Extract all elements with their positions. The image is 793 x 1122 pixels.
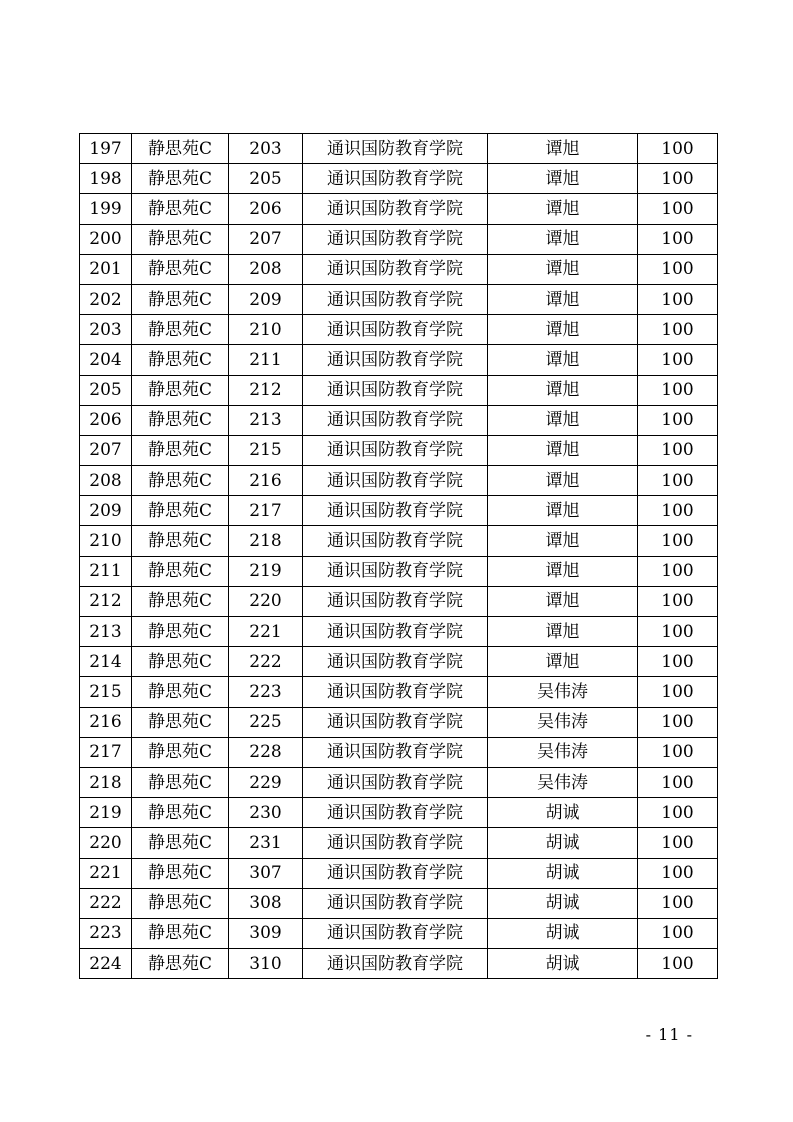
cell-responsible-person: 谭旭	[488, 224, 638, 254]
cell-college: 通识国防教育学院	[303, 828, 488, 858]
cell-responsible-person: 谭旭	[488, 164, 638, 194]
cell-college: 通识国防教育学院	[303, 918, 488, 948]
cell-responsible-person: 谭旭	[488, 375, 638, 405]
cell-room-number: 205	[229, 164, 303, 194]
cell-room-number: 225	[229, 707, 303, 737]
cell-score: 100	[638, 677, 718, 707]
cell-college: 通识国防教育学院	[303, 254, 488, 284]
cell-room-number: 308	[229, 888, 303, 918]
cell-score: 100	[638, 556, 718, 586]
cell-room-number: 207	[229, 224, 303, 254]
cell-college: 通识国防教育学院	[303, 345, 488, 375]
cell-building: 静思苑C	[132, 345, 229, 375]
cell-score: 100	[638, 194, 718, 224]
cell-serial-number: 221	[80, 858, 132, 888]
cell-college: 通识国防教育学院	[303, 164, 488, 194]
cell-score: 100	[638, 466, 718, 496]
cell-serial-number: 215	[80, 677, 132, 707]
cell-room-number: 217	[229, 496, 303, 526]
cell-serial-number: 211	[80, 556, 132, 586]
cell-serial-number: 198	[80, 164, 132, 194]
cell-serial-number: 202	[80, 284, 132, 314]
cell-responsible-person: 谭旭	[488, 647, 638, 677]
cell-serial-number: 220	[80, 828, 132, 858]
table-row	[80, 918, 718, 948]
cell-serial-number: 212	[80, 586, 132, 616]
cell-score: 100	[638, 647, 718, 677]
cell-score: 100	[638, 828, 718, 858]
table-row	[80, 888, 718, 918]
cell-college: 通识国防教育学院	[303, 405, 488, 435]
table-row	[80, 134, 718, 164]
cell-serial-number: 210	[80, 526, 132, 556]
cell-score: 100	[638, 496, 718, 526]
cell-building: 静思苑C	[132, 767, 229, 797]
cell-serial-number: 222	[80, 888, 132, 918]
cell-responsible-person: 谭旭	[488, 586, 638, 616]
table-row	[80, 647, 718, 677]
dormitory-score-table	[79, 133, 718, 979]
cell-responsible-person: 谭旭	[488, 556, 638, 586]
table-row	[80, 345, 718, 375]
cell-college: 通识国防教育学院	[303, 466, 488, 496]
cell-score: 100	[638, 315, 718, 345]
cell-building: 静思苑C	[132, 949, 229, 979]
cell-building: 静思苑C	[132, 828, 229, 858]
cell-score: 100	[638, 586, 718, 616]
cell-serial-number: 205	[80, 375, 132, 405]
cell-serial-number: 209	[80, 496, 132, 526]
cell-serial-number: 214	[80, 647, 132, 677]
table-row	[80, 284, 718, 314]
cell-responsible-person: 胡诚	[488, 949, 638, 979]
cell-score: 100	[638, 737, 718, 767]
cell-responsible-person: 谭旭	[488, 435, 638, 465]
table-row	[80, 586, 718, 616]
cell-responsible-person: 谭旭	[488, 194, 638, 224]
cell-room-number: 231	[229, 828, 303, 858]
table-row	[80, 435, 718, 465]
cell-serial-number: 218	[80, 767, 132, 797]
table-row	[80, 164, 718, 194]
cell-score: 100	[638, 345, 718, 375]
cell-college: 通识国防教育学院	[303, 375, 488, 405]
cell-score: 100	[638, 405, 718, 435]
cell-score: 100	[638, 284, 718, 314]
cell-score: 100	[638, 918, 718, 948]
cell-room-number: 309	[229, 918, 303, 948]
cell-responsible-person: 胡诚	[488, 888, 638, 918]
cell-score: 100	[638, 858, 718, 888]
cell-college: 通识国防教育学院	[303, 737, 488, 767]
cell-college: 通识国防教育学院	[303, 134, 488, 164]
cell-score: 100	[638, 767, 718, 797]
cell-building: 静思苑C	[132, 496, 229, 526]
table-row	[80, 405, 718, 435]
cell-college: 通识国防教育学院	[303, 647, 488, 677]
cell-building: 静思苑C	[132, 435, 229, 465]
cell-building: 静思苑C	[132, 737, 229, 767]
cell-room-number: 223	[229, 677, 303, 707]
cell-responsible-person: 胡诚	[488, 828, 638, 858]
table-row	[80, 858, 718, 888]
cell-building: 静思苑C	[132, 405, 229, 435]
cell-room-number: 221	[229, 617, 303, 647]
cell-score: 100	[638, 526, 718, 556]
cell-college: 通识国防教育学院	[303, 949, 488, 979]
cell-responsible-person: 谭旭	[488, 134, 638, 164]
cell-building: 静思苑C	[132, 224, 229, 254]
cell-score: 100	[638, 134, 718, 164]
table-row	[80, 526, 718, 556]
table-row	[80, 224, 718, 254]
cell-room-number: 216	[229, 466, 303, 496]
cell-building: 静思苑C	[132, 194, 229, 224]
table-body	[80, 134, 718, 979]
cell-room-number: 220	[229, 586, 303, 616]
table-row	[80, 767, 718, 797]
cell-room-number: 230	[229, 798, 303, 828]
cell-college: 通识国防教育学院	[303, 798, 488, 828]
cell-score: 100	[638, 798, 718, 828]
cell-room-number: 222	[229, 647, 303, 677]
cell-room-number: 209	[229, 284, 303, 314]
cell-room-number: 206	[229, 194, 303, 224]
cell-serial-number: 213	[80, 617, 132, 647]
cell-building: 静思苑C	[132, 888, 229, 918]
cell-building: 静思苑C	[132, 375, 229, 405]
cell-building: 静思苑C	[132, 918, 229, 948]
cell-responsible-person: 谭旭	[488, 526, 638, 556]
cell-building: 静思苑C	[132, 586, 229, 616]
cell-responsible-person: 胡诚	[488, 858, 638, 888]
cell-responsible-person: 谭旭	[488, 315, 638, 345]
cell-room-number: 215	[229, 435, 303, 465]
cell-score: 100	[638, 949, 718, 979]
table-row	[80, 737, 718, 767]
cell-responsible-person: 吴伟涛	[488, 677, 638, 707]
cell-responsible-person: 谭旭	[488, 284, 638, 314]
cell-responsible-person: 谭旭	[488, 254, 638, 284]
cell-room-number: 203	[229, 134, 303, 164]
cell-score: 100	[638, 617, 718, 647]
table-row	[80, 798, 718, 828]
cell-college: 通识国防教育学院	[303, 767, 488, 797]
table-row	[80, 254, 718, 284]
cell-responsible-person: 吴伟涛	[488, 767, 638, 797]
cell-building: 静思苑C	[132, 858, 229, 888]
cell-building: 静思苑C	[132, 556, 229, 586]
cell-room-number: 307	[229, 858, 303, 888]
cell-serial-number: 203	[80, 315, 132, 345]
cell-room-number: 211	[229, 345, 303, 375]
cell-responsible-person: 吴伟涛	[488, 707, 638, 737]
cell-building: 静思苑C	[132, 526, 229, 556]
table-row	[80, 315, 718, 345]
cell-serial-number: 197	[80, 134, 132, 164]
cell-score: 100	[638, 888, 718, 918]
cell-building: 静思苑C	[132, 254, 229, 284]
cell-building: 静思苑C	[132, 315, 229, 345]
cell-room-number: 212	[229, 375, 303, 405]
cell-college: 通识国防教育学院	[303, 617, 488, 647]
cell-serial-number: 219	[80, 798, 132, 828]
cell-building: 静思苑C	[132, 164, 229, 194]
cell-college: 通识国防教育学院	[303, 586, 488, 616]
cell-building: 静思苑C	[132, 466, 229, 496]
cell-responsible-person: 谭旭	[488, 345, 638, 375]
cell-college: 通识国防教育学院	[303, 888, 488, 918]
cell-serial-number: 201	[80, 254, 132, 284]
cell-serial-number: 207	[80, 435, 132, 465]
cell-room-number: 228	[229, 737, 303, 767]
cell-room-number: 213	[229, 405, 303, 435]
table-row	[80, 375, 718, 405]
table-row	[80, 949, 718, 979]
cell-serial-number: 217	[80, 737, 132, 767]
cell-responsible-person: 谭旭	[488, 496, 638, 526]
cell-room-number: 229	[229, 767, 303, 797]
cell-college: 通识国防教育学院	[303, 677, 488, 707]
cell-serial-number: 204	[80, 345, 132, 375]
cell-college: 通识国防教育学院	[303, 284, 488, 314]
table-row	[80, 194, 718, 224]
cell-room-number: 210	[229, 315, 303, 345]
cell-room-number: 208	[229, 254, 303, 284]
cell-score: 100	[638, 164, 718, 194]
cell-serial-number: 223	[80, 918, 132, 948]
table-row	[80, 617, 718, 647]
cell-serial-number: 200	[80, 224, 132, 254]
cell-responsible-person: 吴伟涛	[488, 737, 638, 767]
cell-room-number: 219	[229, 556, 303, 586]
cell-serial-number: 216	[80, 707, 132, 737]
cell-responsible-person: 谭旭	[488, 617, 638, 647]
cell-college: 通识国防教育学院	[303, 526, 488, 556]
cell-building: 静思苑C	[132, 647, 229, 677]
cell-room-number: 218	[229, 526, 303, 556]
page-number: - 11 -	[645, 1025, 693, 1044]
cell-serial-number: 199	[80, 194, 132, 224]
cell-college: 通识国防教育学院	[303, 556, 488, 586]
cell-score: 100	[638, 435, 718, 465]
cell-serial-number: 208	[80, 466, 132, 496]
cell-room-number: 310	[229, 949, 303, 979]
cell-college: 通识国防教育学院	[303, 496, 488, 526]
cell-building: 静思苑C	[132, 677, 229, 707]
cell-building: 静思苑C	[132, 134, 229, 164]
cell-college: 通识国防教育学院	[303, 435, 488, 465]
cell-college: 通识国防教育学院	[303, 315, 488, 345]
cell-score: 100	[638, 375, 718, 405]
table-row	[80, 828, 718, 858]
cell-serial-number: 206	[80, 405, 132, 435]
cell-building: 静思苑C	[132, 284, 229, 314]
cell-college: 通识国防教育学院	[303, 858, 488, 888]
cell-responsible-person: 谭旭	[488, 405, 638, 435]
cell-college: 通识国防教育学院	[303, 194, 488, 224]
cell-score: 100	[638, 254, 718, 284]
cell-college: 通识国防教育学院	[303, 707, 488, 737]
table-row	[80, 556, 718, 586]
cell-score: 100	[638, 224, 718, 254]
cell-responsible-person: 谭旭	[488, 466, 638, 496]
table-row	[80, 707, 718, 737]
cell-building: 静思苑C	[132, 617, 229, 647]
cell-responsible-person: 胡诚	[488, 798, 638, 828]
cell-college: 通识国防教育学院	[303, 224, 488, 254]
table-row	[80, 496, 718, 526]
cell-building: 静思苑C	[132, 798, 229, 828]
cell-building: 静思苑C	[132, 707, 229, 737]
cell-responsible-person: 胡诚	[488, 918, 638, 948]
table-row	[80, 677, 718, 707]
cell-score: 100	[638, 707, 718, 737]
cell-serial-number: 224	[80, 949, 132, 979]
table-row	[80, 466, 718, 496]
